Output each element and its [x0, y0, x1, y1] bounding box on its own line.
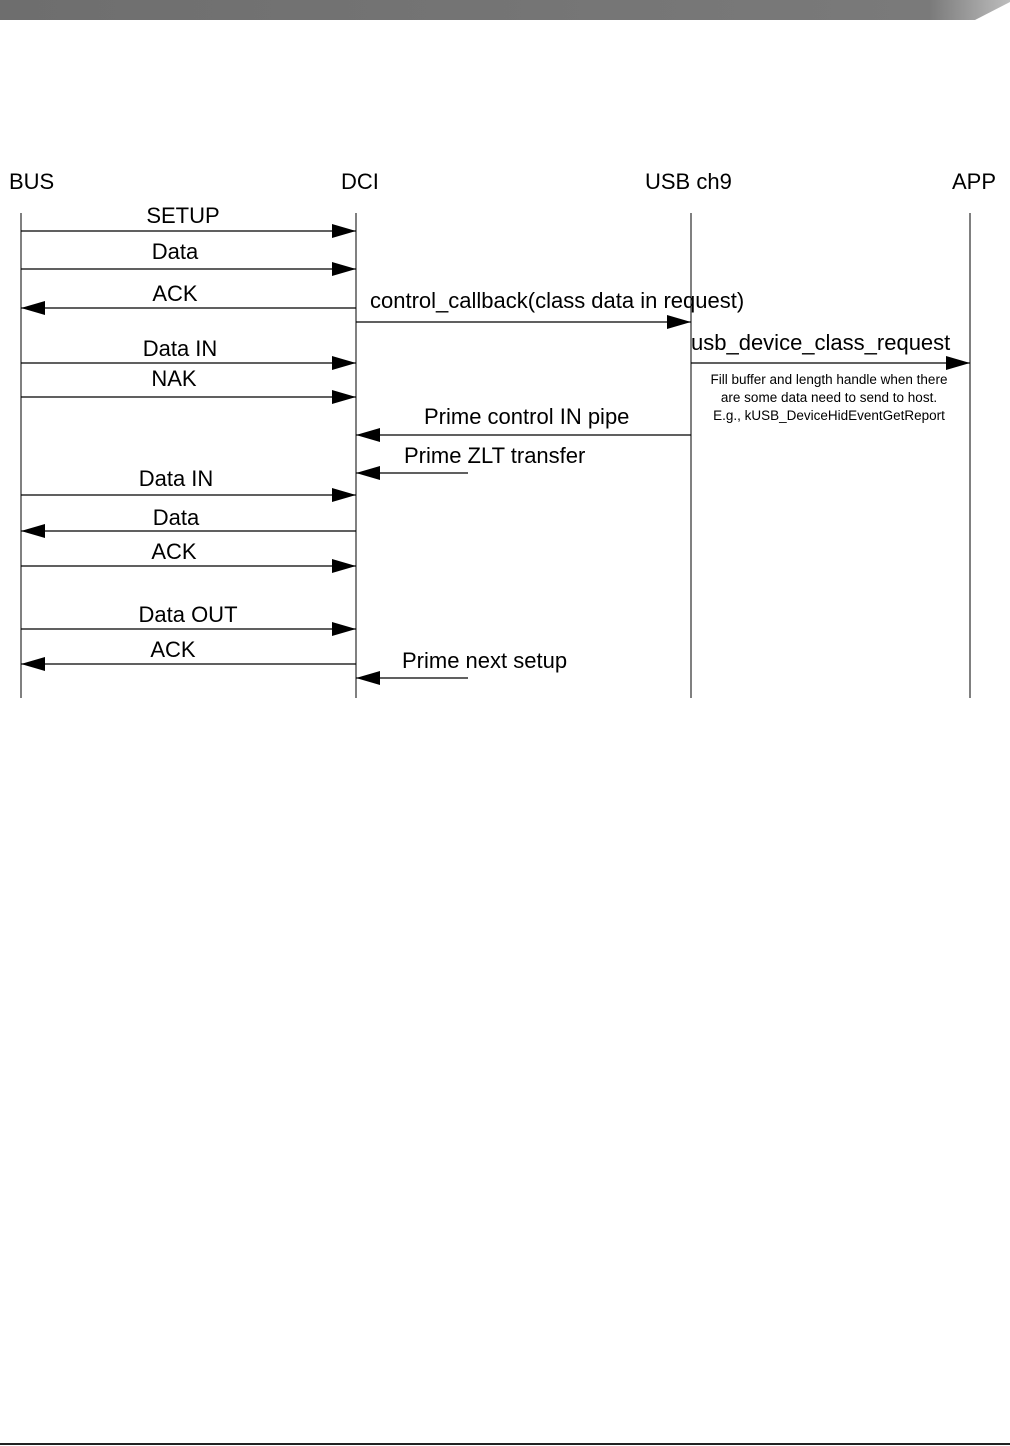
message-label-ack-3: ACK	[150, 637, 196, 662]
message-label-prime-control-in: Prime control IN pipe	[424, 404, 630, 429]
message-label-setup: SETUP	[146, 203, 220, 228]
message-label-data-2: Data	[152, 505, 200, 530]
message-label-data-in-2: Data IN	[138, 466, 214, 491]
sequence-diagram	[0, 0, 1010, 720]
note-line-3: E.g., kUSB_DeviceHidEventGetReport	[713, 408, 945, 423]
message-label-data-1: Data	[151, 239, 199, 264]
message-label-ack-2: ACK	[151, 539, 197, 564]
footer-rule	[0, 1443, 1010, 1445]
class-request-note	[711, 372, 948, 423]
message-label-ack-1: ACK	[152, 281, 198, 306]
lane-label-dci: DCI	[341, 169, 379, 194]
lane-label-app: APP	[952, 169, 997, 194]
message-label-data-in-1: Data IN	[142, 336, 218, 361]
message-label-data-out: Data OUT	[138, 602, 238, 627]
message-label-class-request: usb_device_class_request	[691, 330, 951, 355]
message-label-prime-next-setup: Prime next setup	[402, 648, 568, 673]
message-label-control-callback: control_callback(class data in request)	[370, 288, 745, 313]
message-label-nak: NAK	[151, 366, 197, 391]
lane-label-bus: BUS	[9, 169, 55, 194]
lane-label-usb-ch9: USB ch9	[645, 169, 732, 194]
note-line-2: are some data need to send to host.	[720, 390, 938, 405]
message-label-prime-zlt: Prime ZLT transfer	[404, 443, 586, 468]
note-line-1: Fill buffer and length handle when there	[710, 372, 948, 387]
